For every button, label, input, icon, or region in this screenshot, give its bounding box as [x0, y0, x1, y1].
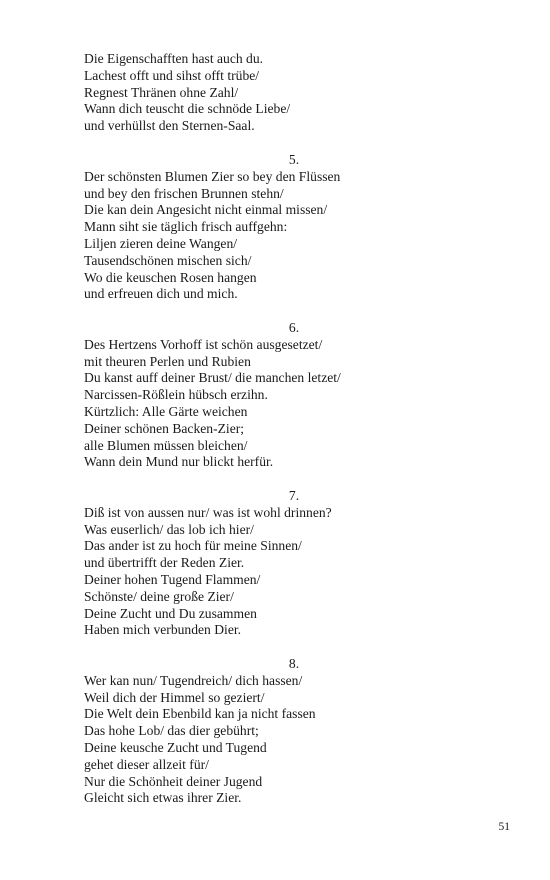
poem-line: Deiner schönen Backen-Zier;: [84, 420, 245, 436]
poem-line: Tausendschönen mischen sich/: [84, 252, 252, 268]
poem-line: mit theuren Perlen und Rubien: [84, 353, 251, 369]
poem-line: Die Welt dein Ebenbild kan ja nicht fassen: [84, 706, 316, 722]
poem-line: und erfreuen dich und mich.: [84, 286, 238, 302]
poem-line: und bey den frischen Brunnen stehn/: [84, 185, 284, 201]
poem-line: Deine Zucht und Du zusammen: [84, 605, 257, 621]
poem-line: Der schönsten Blumen Zier so bey den Flüssen: [84, 168, 341, 184]
stanza-number: 6.: [288, 320, 300, 335]
intro-lines: [84, 51, 504, 135]
poem-line: Gleicht sich etwas ihrer Zier.: [84, 790, 242, 806]
stanza-number: 8.: [288, 656, 300, 671]
poem-line: Regnest Thränen ohne Zahl/: [84, 84, 239, 100]
stanza-number: 7.: [288, 488, 300, 503]
poem-line: Deiner hohen Tugend Flammen/: [84, 571, 261, 587]
stanza-6: [84, 320, 504, 471]
poem-line: Liljen zieren deine Wangen/: [84, 235, 238, 251]
poem-line: Mann siht sie täglich frisch auffgehn:: [84, 219, 288, 235]
poem-line: Lachest offt und sihst offt trübe/: [84, 67, 260, 83]
page-number: 51: [498, 821, 510, 833]
poem-line: Die kan dein Angesicht nicht einmal missen/: [84, 202, 328, 218]
stanza-8: [84, 656, 504, 807]
poem-line: Deine keusche Zucht und Tugend: [84, 739, 267, 755]
poem-line: Wann dein Mund nur blickt herfür.: [84, 454, 274, 470]
stanza-7: [84, 488, 504, 639]
poem-line: gehet dieser allzeit für/: [84, 756, 209, 772]
poem-line: Weil dich der Himmel so geziert/: [84, 689, 265, 705]
poem-line: alle Blumen müssen bleichen/: [84, 437, 248, 453]
stanza-number: 5.: [288, 152, 300, 167]
poem-line: und übertrifft der Reden Zier.: [84, 555, 245, 571]
poem-line: Haben mich verbunden Dier.: [84, 622, 242, 638]
poem-line: Wann dich teuscht die schnöde Liebe/: [84, 101, 291, 117]
poem-line: Schönste/ deine große Zier/: [84, 588, 234, 604]
stanza-5: [84, 152, 504, 303]
poem-line: Was euserlich/ das lob ich hier/: [84, 521, 254, 537]
poem-line: Des Hertzens Vorhoff ist schön ausgesetzet/: [84, 336, 323, 352]
poem-line: Wo die keuschen Rosen hangen: [84, 269, 257, 285]
poem-line: Narcissen-Rößlein hübsch erzihn.: [84, 387, 268, 403]
poem-line: und verhüllst den Sternen-Saal.: [84, 118, 255, 134]
poem-line: Diß ist von aussen nur/ was ist wohl drinnen?: [84, 504, 332, 520]
poem-line: Das ander ist zu hoch für meine Sinnen/: [84, 538, 302, 554]
poem-line: Nur die Schönheit deiner Jugend: [84, 773, 263, 789]
poem-line: Die Eigenschafften hast auch du.: [84, 51, 264, 66]
poem-line: Kürtzlich: Alle Gärte weichen: [84, 403, 248, 419]
poem-line: Du kanst auff deiner Brust/ die manchen letzet/: [84, 370, 341, 386]
poem-line: Das hohe Lob/ das dier gebührt;: [84, 723, 259, 739]
poem-line: Wer kan nun/ Tugendreich/ dich hassen/: [84, 672, 303, 688]
